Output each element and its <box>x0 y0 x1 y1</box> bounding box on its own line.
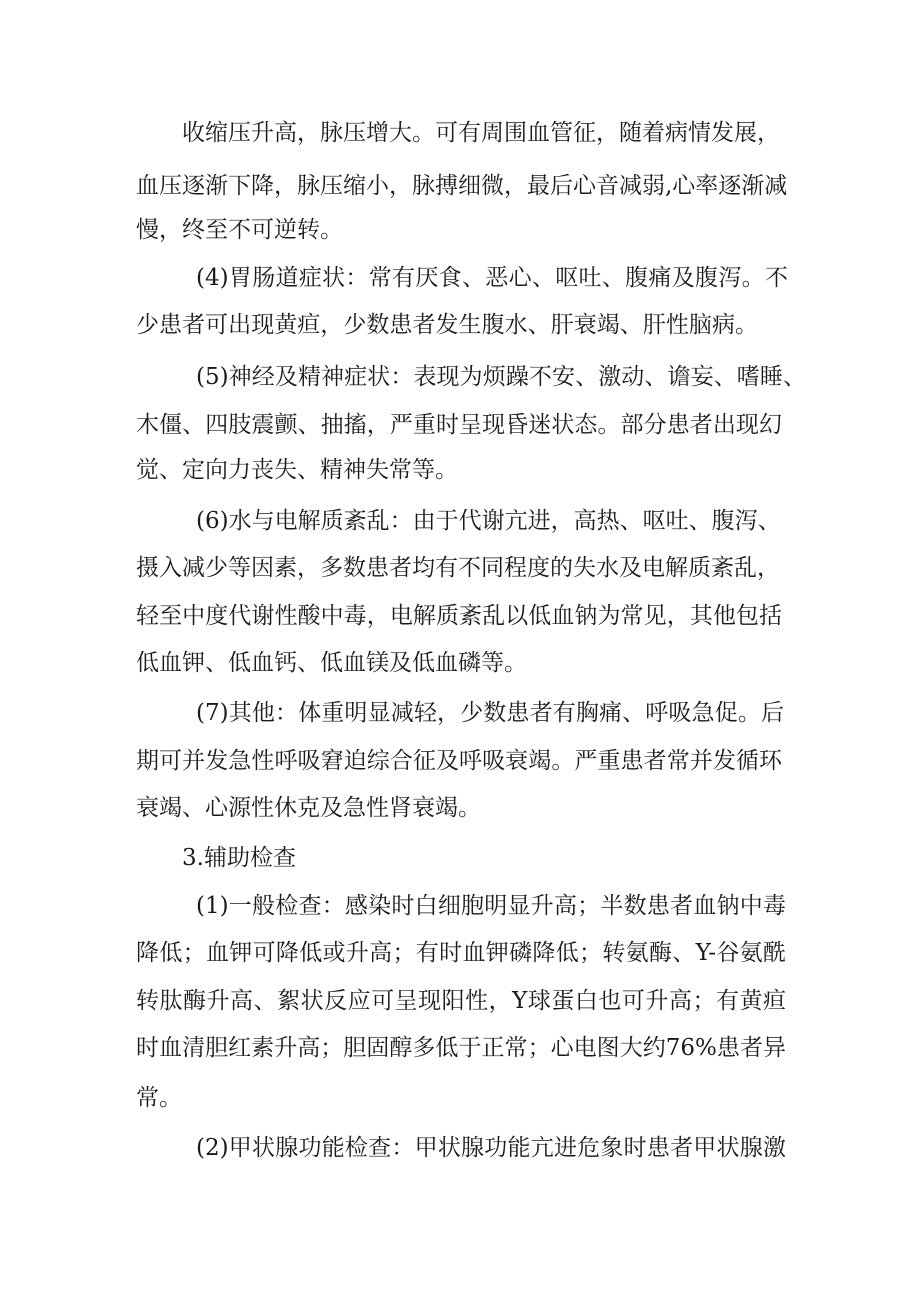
text-line <box>0 598 920 634</box>
line-text: (1)一般检查：感染时白细胞明显升高；半数患者血钠中毒 <box>196 893 786 919</box>
text-line <box>0 550 920 586</box>
section-heading <box>0 840 920 876</box>
line-text: (6)水与电解质紊乱：由于代谢亢进，高热、呕吐、腹泻、 <box>196 508 781 534</box>
text-line <box>0 743 920 779</box>
line-text: 降低；血钾可降低或升高；有时血钾磷降低；转氨酶、Y-谷氨酰 <box>136 940 786 966</box>
line-text: 时血清胆红素升高；胆固醇多低于正常；心电图大约76%患者异 <box>136 1035 786 1061</box>
line-text: 衰竭、心源性休克及急性肾衰竭。 <box>136 795 481 821</box>
text-line <box>0 168 920 204</box>
text-line <box>0 359 920 395</box>
line-text: 期可并发急性呼吸窘迫综合征及呼吸衰竭。严重患者常并发循环 <box>136 748 782 774</box>
text-line <box>0 115 920 151</box>
line-text: 血压逐渐下降，脉压缩小，脉搏细微，最后心音减弱,心率逐渐减 <box>136 173 788 199</box>
text-line <box>0 888 920 924</box>
text-line <box>0 645 920 681</box>
text-line <box>0 212 920 248</box>
text-line <box>0 260 920 296</box>
line-text: 转肽酶升高、絮状反应可呈现阳性，Y球蛋白也可升高；有黄疸 <box>136 988 786 1014</box>
line-text: 收缩压升高，脉压增大。可有周围血管征，随着病情发展， <box>182 120 780 146</box>
text-line <box>0 1130 920 1166</box>
line-text: 3.辅助检查 <box>182 845 296 871</box>
line-text: (7)其他：体重明显减轻，少数患者有胸痛、呼吸急促。后 <box>196 700 784 726</box>
line-text: (4)胃肠道症状：常有厌食、恶心、呕吐、腹痛及腹泻。不 <box>196 265 788 291</box>
line-text: 摄入减少等因素，多数患者均有不同程度的失水及电解质紊乱， <box>136 555 780 581</box>
line-text: 觉、定向力丧失、精神失常等。 <box>136 457 458 483</box>
line-text: (2)甲状腺功能检查：甲状腺功能亢进危象时患者甲状腺激 <box>196 1135 786 1161</box>
line-text: 少患者可出现黄疸，少数患者发生腹水、肝衰竭、肝性脑病。 <box>136 312 758 338</box>
text-line <box>0 307 920 343</box>
text-line <box>0 935 920 971</box>
line-text: 慢，终至不可逆转。 <box>136 217 343 243</box>
text-line <box>0 407 920 443</box>
text-line <box>0 695 920 731</box>
text-line <box>0 1030 920 1066</box>
line-text: 轻至中度代谢性酸中毒，电解质紊乱以低血钠为常见，其他包括 <box>136 603 782 629</box>
text-line <box>0 983 920 1019</box>
text-line <box>0 503 920 539</box>
text-line <box>0 790 920 826</box>
line-text: (5)神经及精神症状：表现为烦躁不安、激动、谵妄、嗜睡、 <box>196 364 806 390</box>
text-line <box>0 1080 920 1116</box>
line-text: 常。 <box>136 1085 182 1111</box>
line-text: 木僵、四肢震颤、抽搐，严重时呈现昏迷状态。部分患者出现幻 <box>136 412 782 438</box>
text-line <box>0 452 920 488</box>
line-text: 低血钾、低血钙、低血镁及低血磷等。 <box>136 650 527 676</box>
